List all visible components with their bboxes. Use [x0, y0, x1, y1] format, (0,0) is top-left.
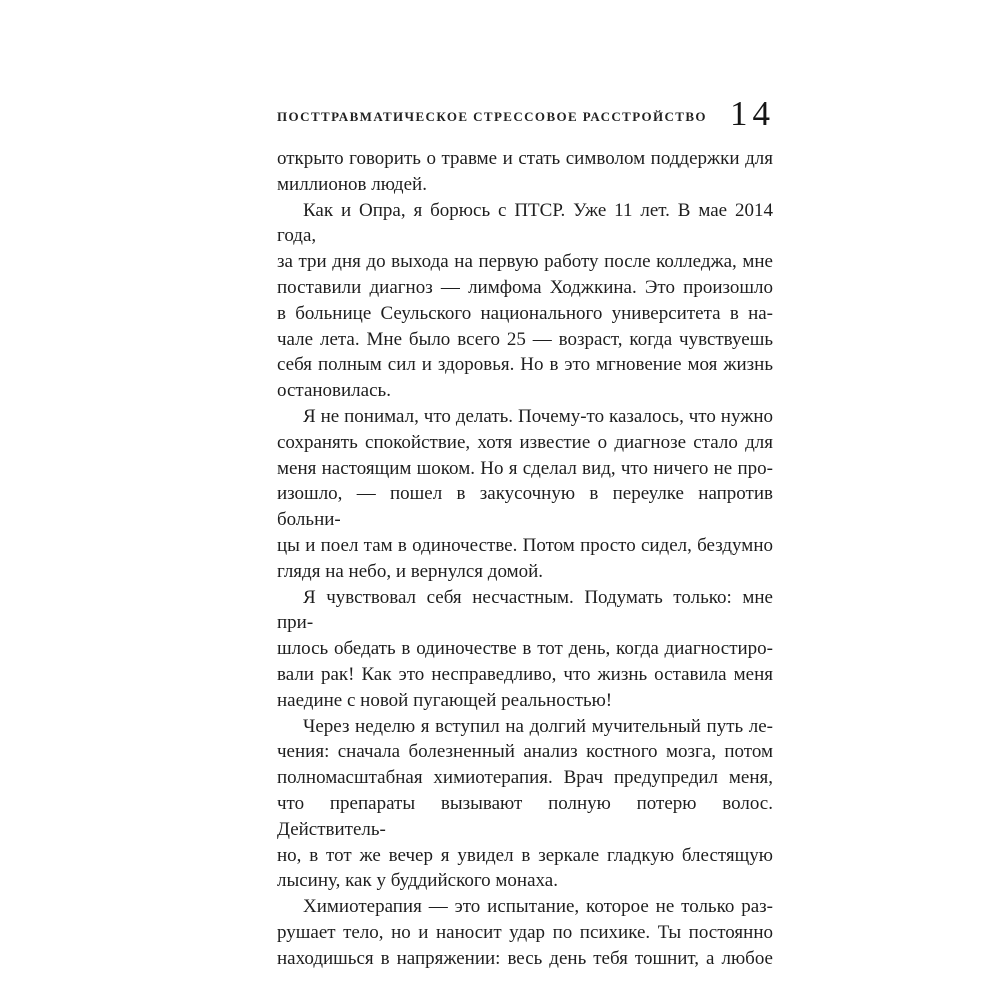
text-line: Как и Опра, я борюсь с ПТСР. Уже 11 лет. В мае 2014 года, — [277, 199, 773, 247]
text-line: вали рак! Как это несправедливо, что жизнь оставила меня — [277, 663, 773, 685]
page-number: 14 — [730, 94, 775, 133]
paragraph — [277, 404, 773, 585]
text-line: но, в тот же вечер я увидел в зеркале гладкую блестящую — [277, 844, 773, 866]
text-line: лысину, как у буддийского монаха. — [277, 870, 558, 892]
text-line: Я не понимал, что делать. Почему-то казалось, что нужно — [303, 405, 773, 427]
paragraph — [277, 198, 773, 404]
text-line: открыто говорить о травме и стать символом поддержки для — [277, 148, 773, 169]
text-line: в больнице Сеульского национального университета в на- — [277, 302, 773, 324]
text-line: полномасштабная химиотерапия. Врач предупредил меня, — [277, 767, 773, 789]
paragraph — [277, 894, 773, 971]
text-line: чале лета. Мне было всего 25 — возраст, когда чувствуешь — [277, 328, 773, 350]
text-line: Через неделю я вступил на долгий мучительный путь ле- — [303, 715, 773, 737]
text-line: поставили диагноз — лимфома Ходжкина. Это произошло — [277, 276, 773, 298]
text-line: цы и поел там в одиночестве. Потом просто сидел, бездумно — [277, 534, 773, 556]
text-line: за три дня до выхода на первую работу после колледжа, мне — [277, 251, 773, 273]
text-line: что препараты вызывают полную потерю волос. Действитель- — [277, 792, 773, 840]
text-line: меня настоящим шоком. Но я сделал вид, что ничего не про- — [277, 457, 773, 479]
running-head-title: ПОСТТРАВМАТИЧЕСКОЕ СТРЕССОВОЕ РАССТРОЙСТВО — [277, 109, 707, 124]
text-line: остановилась. — [277, 380, 391, 402]
text-line: шлось обедать в одиночестве в тот день, когда диагностиро- — [277, 638, 773, 660]
text-line: рушает тело, но и наносит удар по психике. Ты постоянно — [277, 921, 773, 943]
paragraph — [277, 585, 773, 714]
text-line: изошло, — пошел в закусочную в переулке напротив больни- — [277, 483, 773, 531]
text-line: сохранять спокойствие, хотя известие о диагнозе стало для — [277, 431, 773, 453]
paragraph — [277, 146, 773, 198]
text-line: находишься в напряжении: весь день тебя тошнит, а любое — [277, 947, 773, 969]
text-line: миллионов людей. — [277, 173, 427, 195]
text-line: Химиотерапия — это испытание, которое не только раз- — [303, 896, 773, 918]
text-line: глядя на небо, и вернулся домой. — [277, 560, 544, 582]
text-line: Я чувствовал себя несчастным. Подумать только: мне при- — [277, 586, 773, 634]
text-line: чения: сначала болезненный анализ костного мозга, потом — [277, 741, 773, 763]
text-line: себя полным сил и здоровья. Но в это мгновение моя жизнь — [277, 354, 773, 376]
paragraph — [277, 714, 773, 895]
text-block — [277, 0, 773, 1000]
running-head — [277, 94, 775, 140]
text-line: наедине с новой пугающей реальностью! — [277, 689, 613, 711]
page-body — [277, 146, 773, 972]
